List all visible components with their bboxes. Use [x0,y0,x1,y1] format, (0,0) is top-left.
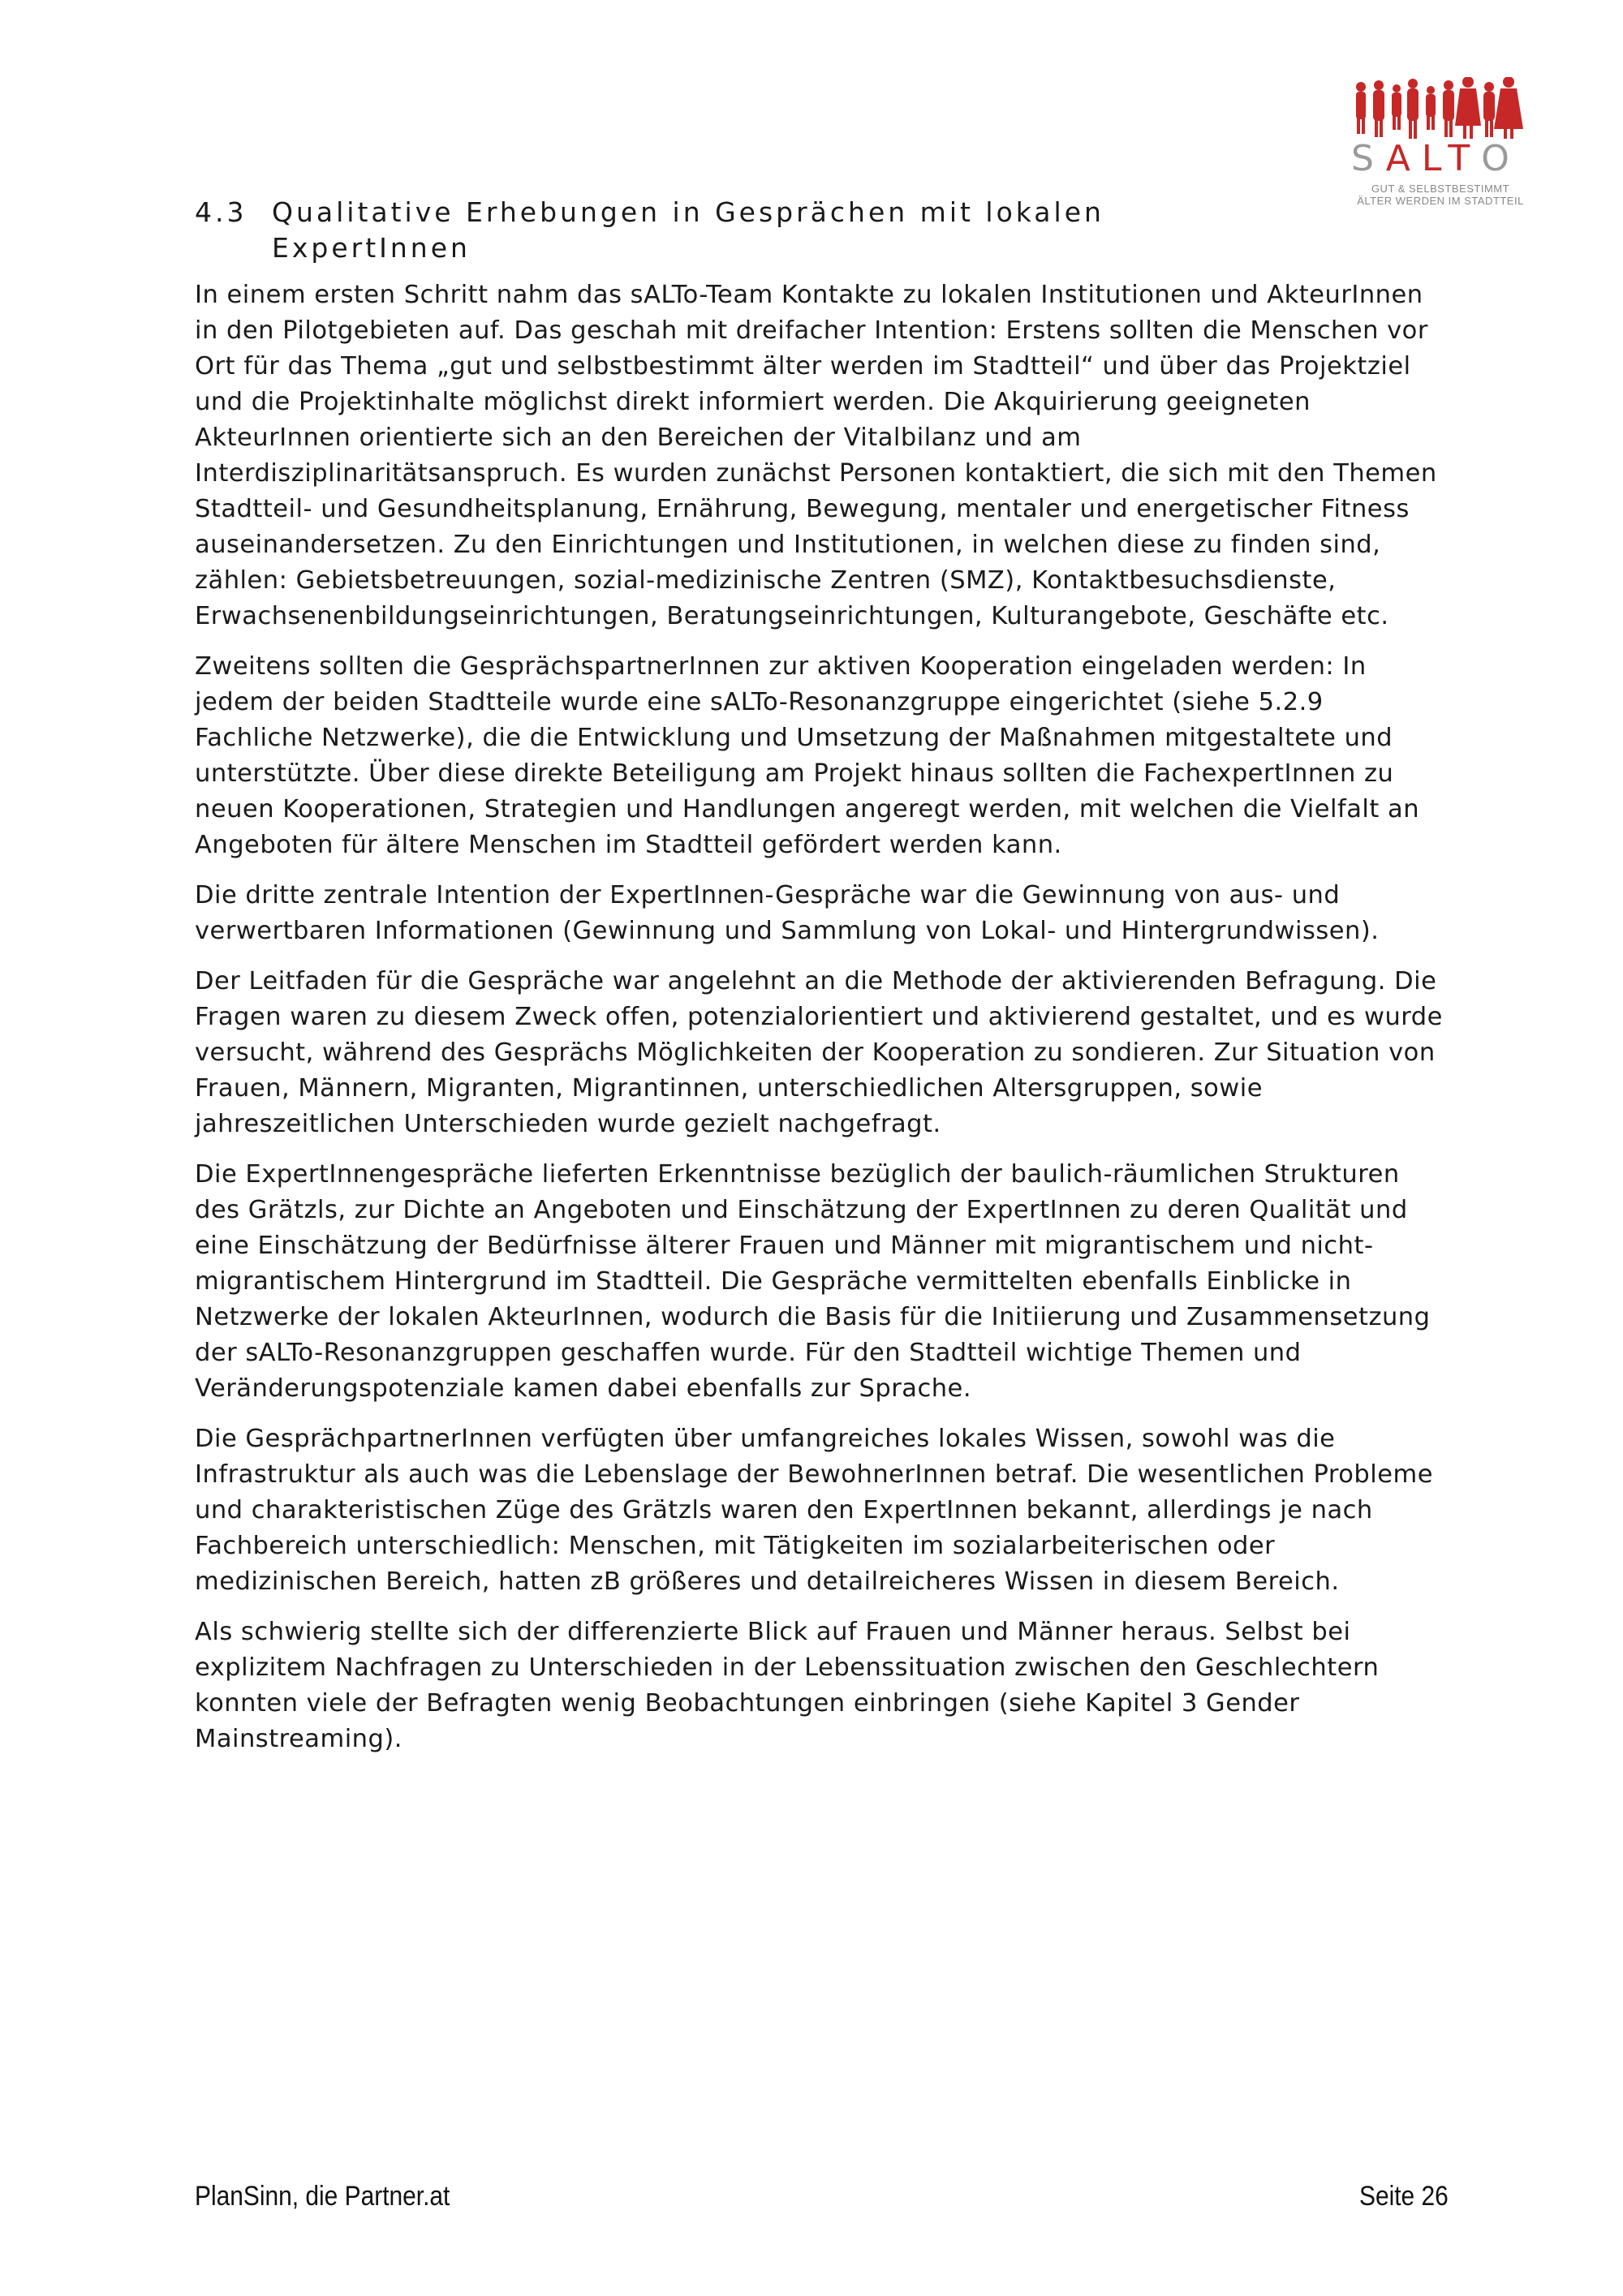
section-number: 4.3 [195,196,248,228]
paragraph: Die ExpertInnengespräche lieferten Erkenntnisse bezüglich der baulich-räumlichen Strukturen des Grätzls, zur Dichte an Angeboten und Einschätzung der ExpertInnen zu deren Qualität und eine Einschätzung der Bedürfnisse älterer Frauen und Männer mit migrantischem und nicht-migrantischem Hintergrund im Stadtteil. Die Gespräche vermittelten ebenfalls Einblicke in Netzwerke der lokalen AkteurInnen, wodurch die Basis für die Initiierung und Zusammensetzung der sALTo-Resonanzgruppen geschaffen wurde. Für den Stadtteil wichtige Themen und Veränderungspotenziale kamen dabei ebenfalls zur Sprache. [195,1160,1431,1403]
salto-logo [1343,77,1538,207]
logo-tagline-2: ÄLTER WERDEN IM STADTTEIL [1357,195,1524,207]
body-text [195,277,1444,1772]
paragraph: Zweitens sollten die GesprächspartnerInnen zur aktiven Kooperation eingeladen werden: In jedem der beiden Stadtteile wurde eine sALTo-Resonanzgruppe eingerichtet (siehe 5.2.9 Fachliche Netzwerke), die die Entwicklung und Umsetzung der Maßnahmen mitgestaltete und unterstützte. Über diese direkte Beteiligung am Projekt hinaus sollten die FachexpertInnen zu neuen Kooperationen, Strategien und Handlungen angeregt werden, mit welchen die Vielfalt an Angeboten für ältere Menschen im Stadtteil gefördert werden kann. [195,652,1420,859]
footer-publisher: PlanSinn, die Partner.at [195,2181,450,2212]
paragraph: Als schwierig stellte sich der differenzierte Blick auf Frauen und Männer heraus. Selbst bei explizitem Nachfragen zu Unterschieden in der Lebenssituation zwischen den Geschlechtern konnten viele der Befragten wenig Beobachtungen einbringen (siehe Kapitel 3 Gender Mainstreaming). [195,1618,1380,1753]
people-silhouettes-icon [1351,77,1538,142]
paragraph: In einem ersten Schritt nahm das sALTo-Team Kontakte zu lokalen Institutionen und AkteurInnen in den Pilotgebieten auf. Das geschah mit dreifacher Intention: Erstens sollten die Menschen vor Ort für das Thema „gut und selbstbestimmt älter werden im Stadtteil“ und über das Projektziel und die Projektinhalte möglichst direkt informiert werden. Die Akquirierung geeigneten AkteurInnen orientierte sich an den Bereichen der Vitalbilanz und am Interdisziplinaritätsanspruch. Es wurden zunächst Personen kontaktiert, die sich mit den Themen Stadtteil- und Gesundheitsplanung, Ernährung, Bewegung, mentaler und energetischer Fitness auseinandersetzen. Zu den Einrichtungen und Institutionen, in welchen diese zu finden sind, zählen: Gebietsbetreuungen, sozial-medizinische Zentren (SMZ), Kontaktbesuchsdienste, Erwachsenenbildungseinrichtungen, Beratungseinrichtungen, Kulturangebote, Geschäfte etc. [195,281,1437,630]
logo-tagline: GUT & SELBSTBESTIMMT [1371,183,1510,195]
paragraph: Die dritte zentrale Intention der ExpertInnen-Gespräche war die Gewinnung von aus- und verwertbaren Informationen (Gewinnung und Sammlung von Lokal- und Hintergrundwissen). [195,881,1380,945]
section-title-line-2: ExpertInnen [272,232,471,264]
footer-page-number: Seite 26 [1359,2181,1449,2212]
paragraph: Der Leitfaden für die Gespräche war angelehnt an die Methode der aktivierenden Befragung. Die Fragen waren zu diesem Zweck offen, potenzialorientiert und aktivierend gestaltet, und es wurde versucht, während des Gesprächs Möglichkeiten der Kooperation zu sondieren. Zur Situation von Frauen, Männern, Migranten, Migrantinnen, unterschiedlichen Altersgruppen, sowie jahreszeitlichen Unterschieden wurde gezielt nachgefragt. [195,967,1443,1138]
paragraph: Die GesprächpartnerInnen verfügten über umfangreiches lokales Wissen, sowohl was die Infrastruktur als auch was die Lebenslage der BewohnerInnen betraf. Die wesentlichen Probleme und charakteristischen Züge des Grätzls waren den ExpertInnen bekannt, allerdings je nach Fachbereich unterschiedlich: Menschen, mit Tätigkeiten im sozialarbeiterischen oder medizinischen Bereich, hatten zB größeres und detailreicheres Wissen in diesem Bereich. [195,1425,1433,1596]
section-title-line-1: Qualitative Erhebungen in Gesprächen mit lokalen [272,196,1104,228]
logo-wordmark: SALTO [1351,138,1521,179]
section-heading [195,195,1250,266]
